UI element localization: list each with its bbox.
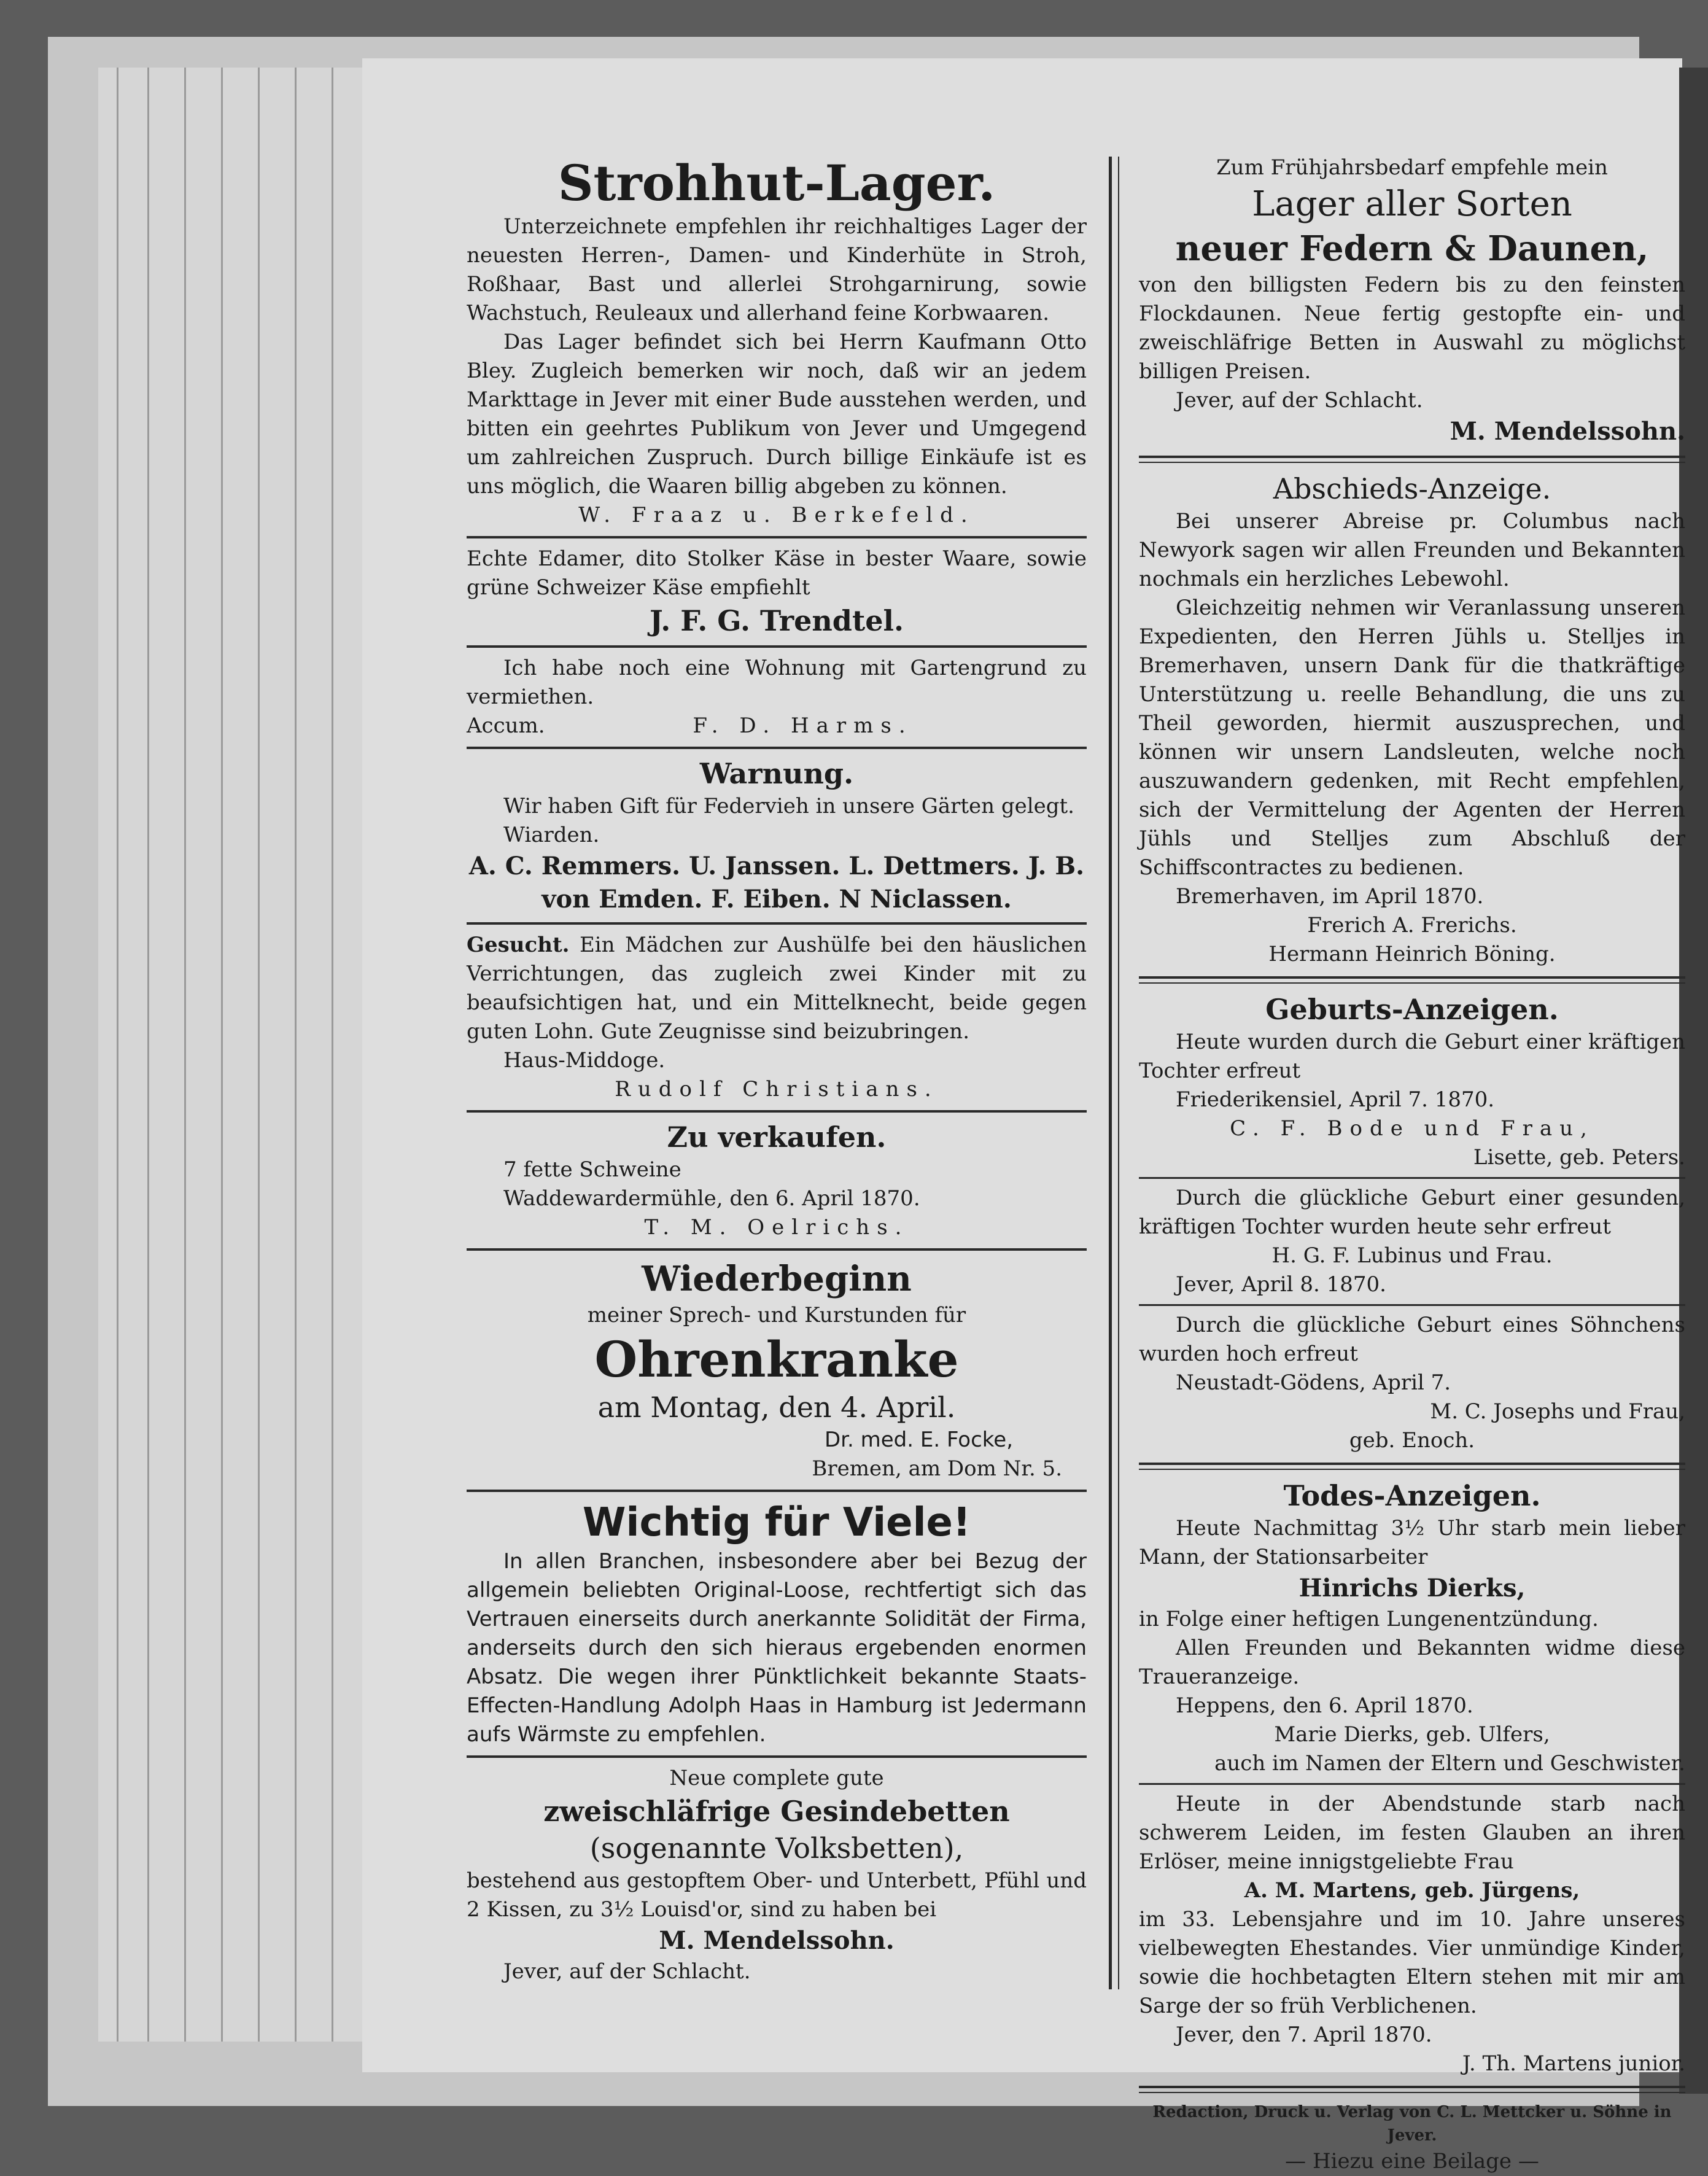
- ad-signature: Hermann Heinrich Böning.: [1268, 942, 1556, 966]
- ad-title: Wichtig für Viele!: [582, 1500, 971, 1545]
- ad-text: Heute in der Abendstunde starb nach schwerem Leiden, im festen Glauben an ihren Erlöser, meine innigstgeliebte Frau: [1139, 1792, 1685, 1874]
- ad-title: Strohhut-Lager.: [557, 154, 996, 212]
- ad-wohnung: [467, 654, 1087, 740]
- ad-ohren: [467, 1257, 1087, 1483]
- ad-place: Waddewardermühle, den 6. April 1870.: [503, 1186, 920, 1211]
- ad-place: Neustadt-Gödens, April 7.: [1176, 1370, 1451, 1395]
- divider: [1139, 1304, 1685, 1306]
- column-rule: [1109, 157, 1112, 1989]
- ad-body: Ein Mädchen zur Aushülfe bei den häuslichen Verrichtungen, das zugleich zwei Kinder mit zu beaufsichtigen hat, und ein Mittelknecht, beide gegen guten Lohn. Gute Zeugnisse sind beizubringen.: [467, 933, 1087, 1044]
- ad-signature: geb. Enoch.: [1349, 1428, 1475, 1453]
- ad-text: im 33. Lebensjahre und im 10. Jahre unseres vielbewegten Ehestandes. Vier unmündige Kinder, sowie die hochbetagten Eltern stehen mit mir am Sarge der so früh Verblichenen.: [1139, 1907, 1685, 2018]
- divider: [1139, 1783, 1685, 1785]
- ad-text: in Folge einer heftigen Lungenentzündung.: [1139, 1607, 1599, 1631]
- ad-text: Unterzeichnete empfehlen ihr reichhaltiges Lager der neuesten Herren-, Damen- und Kinderhüte in Stroh, Roßhaar, Bast und allerlei Strohgarnirung, sowie Wachstuch, Reuleaux und allerhand feine Korbwaaren.: [467, 214, 1087, 325]
- divider: [1139, 976, 1685, 984]
- ad-intro: Zum Frühjahrsbedarf empfehle mein: [1216, 155, 1608, 180]
- ad-text: Bei unserer Abreise pr. Columbus nach Newyork sagen wir allen Freunden und Bekannten nochmals ein herzliches Lebewohl.: [1139, 509, 1685, 591]
- supplement-note: — Hiezu eine Beilage —: [1285, 2149, 1539, 2174]
- divider: [1139, 456, 1685, 463]
- ad-gesucht: [467, 931, 1087, 1104]
- page-footer: [1139, 2100, 1685, 2176]
- ad-signature: Frerich A. Frerichs.: [1307, 913, 1517, 938]
- ad-text: Ich habe noch eine Wohnung mit Gartengrund zu vermiethen.: [467, 656, 1087, 709]
- ad-place: Bremerhaven, im April 1870.: [1176, 884, 1484, 909]
- ad-signature: J. F. G. Trendtel.: [650, 604, 904, 637]
- page-edges: [98, 68, 381, 2042]
- ad-title: Abschieds-Anzeige.: [1273, 472, 1551, 505]
- ad-wichtig: [467, 1498, 1087, 1749]
- ad-place: Haus-Middoge.: [503, 1048, 666, 1073]
- ad-text: In allen Branchen, insbesondere aber bei Bezug der allgemein beliebten Original-Loose, rechtfertigt sich das Vertrauen einerseits durch anerkannte Solidität der Firma, anderseits durch den sich hieraus ergebenden enormen Absatz. Die wegen ihrer Pünktlichkeit bekannte Staats-Effecten-Handlung Adolph Haas in Hamburg ist Jedermann aufs Wärmste zu empfehlen.: [467, 1549, 1087, 1747]
- ad-text: Heute wurden durch die Geburt einer kräftigen Tochter erfreut: [1139, 1030, 1685, 1083]
- ad-place: Wiarden.: [503, 823, 600, 847]
- deceased-name: Hinrichs Dierks,: [1298, 1574, 1526, 1603]
- ad-text: Gleichzeitig nehmen wir Veranlassung unseren Expedienten, den Herren Jühls u. Stelljes in Bremerhaven, unsern Dank für die thatkräftige Unterstützung u. reelle Behandlung, die uns zu Theil geworden, hiermit auszusprechen, und können wir unsern Landsleuten, welche noch auszuwandern gedenken, mit Recht empfehlen, sich der Vermittelung der Agenten der Herren Jühls und Stelljes zum Abschluß der Schiffscontractes zu bedienen.: [1139, 596, 1685, 880]
- ad-place: Friederikensiel, April 7. 1870.: [1176, 1087, 1495, 1112]
- section-tod: [1139, 1477, 1685, 2078]
- divider: [467, 1248, 1087, 1251]
- ad-signature: M. C. Josephs und Frau,: [1430, 1399, 1685, 1424]
- section-title: Todes-Anzeigen.: [1283, 1479, 1541, 1512]
- ad-title-line2: neuer Federn & Daunen,: [1175, 228, 1649, 269]
- ad-place: [467, 712, 1087, 740]
- ad-place: Heppens, den 6. April 1870.: [1176, 1693, 1473, 1718]
- ad-kaese: [467, 545, 1087, 639]
- ad-doctor: Dr. med. E. Focke,: [824, 1428, 1013, 1452]
- divider: [1139, 2086, 1685, 2093]
- ad-verkaufen: [467, 1119, 1087, 1242]
- ad-signature: M. Mendelssohn.: [1450, 417, 1685, 446]
- ad-signature: W. Fraaz u. Berkefeld.: [578, 503, 975, 527]
- ad-text: Durch die glückliche Geburt eines Söhnchens wurden hoch erfreut: [1139, 1313, 1685, 1366]
- ad-place: Jever, auf der Schlacht.: [1176, 388, 1423, 413]
- ad-signature: J. Th. Martens junior.: [1462, 2051, 1685, 2076]
- ad-big-title: Ohrenkranke: [594, 1331, 959, 1388]
- ad-intro: Neue complete gute: [669, 1766, 884, 1790]
- divider: [467, 747, 1087, 749]
- ad-text: bestehend aus gestopftem Ober- und Unterbett, Pfühl und 2 Kissen, zu 3½ Louisd'or, sind zu haben bei: [467, 1868, 1087, 1922]
- ad-strohhut: [467, 153, 1087, 530]
- ad-title: Warnung.: [699, 757, 854, 790]
- divider: [467, 1110, 1087, 1113]
- ad-signature: C. F. Bode und Frau,: [1230, 1116, 1594, 1141]
- divider: [467, 1755, 1087, 1758]
- ad-signature: Lisette, geb. Peters.: [1473, 1145, 1685, 1170]
- divider: [467, 536, 1087, 538]
- ad-signature: H. G. F. Lubinus und Frau.: [1271, 1243, 1553, 1268]
- right-column: [1139, 153, 1685, 2174]
- ad-warnung: [467, 755, 1087, 916]
- ad-abschied: [1139, 470, 1685, 969]
- ad-title: Zu verkaufen.: [667, 1121, 887, 1154]
- ad-signature: M. Mendelssohn.: [659, 1926, 895, 1955]
- place: Accum.: [467, 713, 545, 738]
- ad-text: Heute Nachmittag 3½ Uhr starb mein lieber Mann, der Stationsarbeiter: [1139, 1516, 1685, 1569]
- ad-betten: [467, 1764, 1087, 1986]
- ad-place: Jever, April 8. 1870.: [1176, 1272, 1386, 1297]
- ad-signature: Rudolf Christians.: [615, 1077, 939, 1102]
- ad-signature: T. M. Oelrichs.: [644, 1215, 909, 1240]
- ad-title: zweischläfrige Gesindebetten: [543, 1795, 1010, 1828]
- section-geburt: [1139, 991, 1685, 1455]
- divider: [1139, 1463, 1685, 1470]
- ad-title-line1: Lager aller Sorten: [1252, 184, 1572, 224]
- divider: [467, 645, 1087, 648]
- ad-text: 7 fette Schweine: [503, 1157, 681, 1182]
- ad-text: Wir haben Gift für Federvieh in unsere Gärten gelegt.: [503, 794, 1074, 818]
- ad-text: von den billigsten Federn bis zu den feinsten Flockdaunen. Neue fertig gestopfte ein- und zweischläfrige Betten in Auswahl zu möglichst billigen Preisen.: [1139, 273, 1685, 384]
- divider: [467, 1490, 1087, 1492]
- ad-text: Das Lager befindet sich bei Herrn Kaufmann Otto Bley. Zugleich bemerken wir noch, daß wir an jedem Markttage in Jever mit einer Bude ausstehen werden, und bitten ein geehrtes Publikum von Jever und Umgegend um zahlreichen Zuspruch. Durch billige Einkäufe ist es uns möglich, die Waaren billig abgeben zu können.: [467, 330, 1087, 499]
- ad-federn: [1139, 153, 1685, 448]
- ad-signature: F. D. Harms.: [693, 713, 913, 738]
- ad-text: Durch die glückliche Geburt einer gesunden, kräftigen Tochter wurden heute sehr erfreut: [1139, 1186, 1685, 1239]
- imprint: Redaction, Druck u. Verlag von C. L. Mettcker u. Söhne in Jever.: [1152, 2103, 1672, 2145]
- ad-date: am Montag, den 4. April.: [597, 1391, 956, 1424]
- ad-title: Wiederbeginn: [642, 1259, 912, 1299]
- ad-text: meiner Sprech- und Kurstunden für: [587, 1303, 966, 1327]
- ad-subtitle: (sogenannte Volksbetten),: [589, 1832, 964, 1865]
- ad-signature: auch im Namen der Eltern und Geschwister.: [1214, 1751, 1685, 1776]
- ad-text: Echte Edamer, dito Stolker Käse in bester Waare, sowie grüne Schweizer Käse empfiehlt: [467, 546, 1087, 600]
- ad-place: Jever, den 7. April 1870.: [1176, 2023, 1432, 2047]
- ad-place: Jever, auf der Schlacht.: [503, 1959, 751, 1984]
- column-rule-thin: [1118, 157, 1119, 1989]
- left-column: [467, 153, 1087, 2008]
- ad-text: [467, 931, 1087, 1046]
- ad-text: Allen Freunden und Bekannten widme diese Traueranzeige.: [1139, 1636, 1685, 1689]
- ad-label: Gesucht.: [467, 933, 570, 957]
- deceased-name: A. M. Martens, geb. Jürgens,: [1244, 1878, 1580, 1903]
- section-title: Geburts-Anzeigen.: [1265, 993, 1559, 1026]
- divider: [1139, 1177, 1685, 1179]
- divider: [467, 922, 1087, 925]
- ad-address: Bremen, am Dom Nr. 5.: [812, 1456, 1062, 1481]
- ad-signature: Marie Dierks, geb. Ulfers,: [1274, 1722, 1550, 1747]
- ad-signatures: A. C. Remmers. U. Janssen. L. Dettmers. J. B. von Emden. F. Eiben. N Niclassen.: [468, 852, 1085, 914]
